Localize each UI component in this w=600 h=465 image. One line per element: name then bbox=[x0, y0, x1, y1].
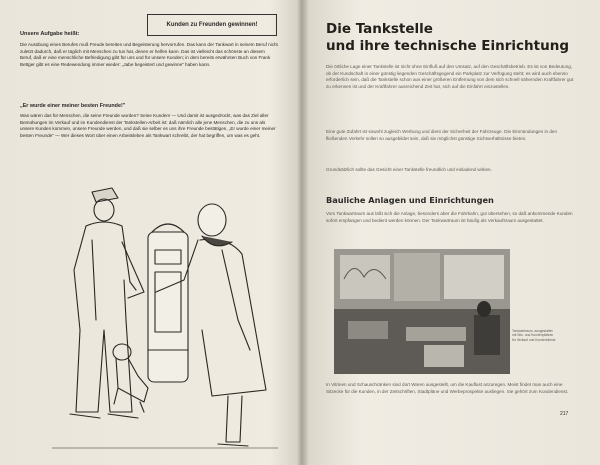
dog-figure bbox=[113, 344, 148, 412]
photo-caption: Tankwartraum, ausgestattet mit Sitz- und Kundenplätzen für Verkauf und Kundendienst bbox=[512, 329, 556, 342]
left-paragraph-2: Was wären das für Menschen, die seine Freunde wurden? Seine Kunden! — Und damit ist ausgedrückt, was das Ziel aller Bemühungen im Verkauf und im Kundendienst der Tankstellen-Arbeit ist: daß nämlich alle jene Menschen, die zu uns als unsere Kunden kommen, unsere Freunde werden, und daß sie selber es uns ihre Freunde bestätigen, „Er wurde einer meiner besten Freunde" — Wer dieses Wort über einen Arbeitsleben als Tankwart schreibt, der hat begriffen, um was es geht. bbox=[20, 113, 276, 138]
illustration-gas-station-scene bbox=[52, 180, 278, 460]
page-number: 217 bbox=[560, 411, 569, 417]
subheading: Bauliche Anlagen und Einrichtungen bbox=[326, 195, 494, 205]
right-paragraph-1: Die örtliche Lage einer Tankstelle ist nicht ohne Einfluß auf den Umsatz, auf den Geschäftsbetrieb. Es ist von Bedeutung, ob der Kundschaft in einer günstig liegenden Geschäftsgegend ein Parkplatz zur Verfügung steht; es wird auch ebenso erforderlich sein, daß die Tankstelle schon aus einer größeren Entfernung von dem sich schnell nähernden Kraftfahrer gut zu erkennen ist und der Kraftfahrer ausreichend Zeit hat, sich auf die Einfahrt einzustellen. bbox=[326, 64, 574, 89]
right-page bbox=[304, 0, 600, 465]
left-paragraph-1: Die Ausübung eines Berufes muß Freude bereiten und Begeisterung hervorrufen. Das kann der Tankwart in seinem Beruf nicht zuletzt dadurch, daß er täglich mit Menschen zu tun hat, denen er helfen kann. Das ist vielleicht das schönste an diesem Beruf, daß er eine menschliche Befriedigung gibt für uns und für unsere Kunden; in dem bereits erwähnten Buch von Frank Bettger gibt es eine Redewendung immer wieder: „Jabe begeistert und gewinne" haben kann. bbox=[20, 42, 278, 67]
right-paragraph-3: Grundsätzlich sollte das Gesicht einer Tankstelle freundlich und einladend wirken. bbox=[326, 167, 492, 172]
right-paragraph-4: Vom Tankwartraum aus läßt sich die Anlage, besonders aber die Fahrbahn, gut übersehen, so daß ankommende Kunden sofort empfangen und bedient werden können. Der Tankwartraum ist häufig als Verkaufsraum ausgestattet. bbox=[326, 211, 573, 223]
chapter-title bbox=[326, 21, 569, 55]
section-label: Unsere Aufgabe heißt: bbox=[20, 31, 80, 37]
quote-heading: „Er wurde einer meiner besten Freunde!" bbox=[20, 103, 126, 109]
right-paragraph-2: Eine gute Zufahrt ist sowohl zugleich Werbung und dient der Sicherheit der Fahrzeuge. Die Einmündungen in den fließenden Verkehr sollen so ausgebildet sein, daß sie möglichst günstige Sichtverhältnisse bieten. bbox=[326, 129, 558, 141]
gas-pump-drawing bbox=[148, 224, 188, 382]
right-paragraph-5: In Vitrinen und Schauschränken sind dort Waren ausgestellt, um die Kauflust anzuregen. Meist findet man auch eine Sitzecke für die Kunden, in der Zeitschriften, Stadtpläne und Werbeprospekte ausliegen. Sie gehört zum Kundendienst. bbox=[326, 382, 569, 394]
attendant-figure bbox=[70, 188, 144, 418]
boxed-title: Kunden zu Freunden gewinnen! bbox=[147, 14, 277, 36]
title-line-2: und ihre technische Einrichtung bbox=[326, 38, 569, 54]
station-interior-photo bbox=[334, 249, 510, 374]
title-line-1: Die Tankstelle bbox=[326, 21, 433, 37]
